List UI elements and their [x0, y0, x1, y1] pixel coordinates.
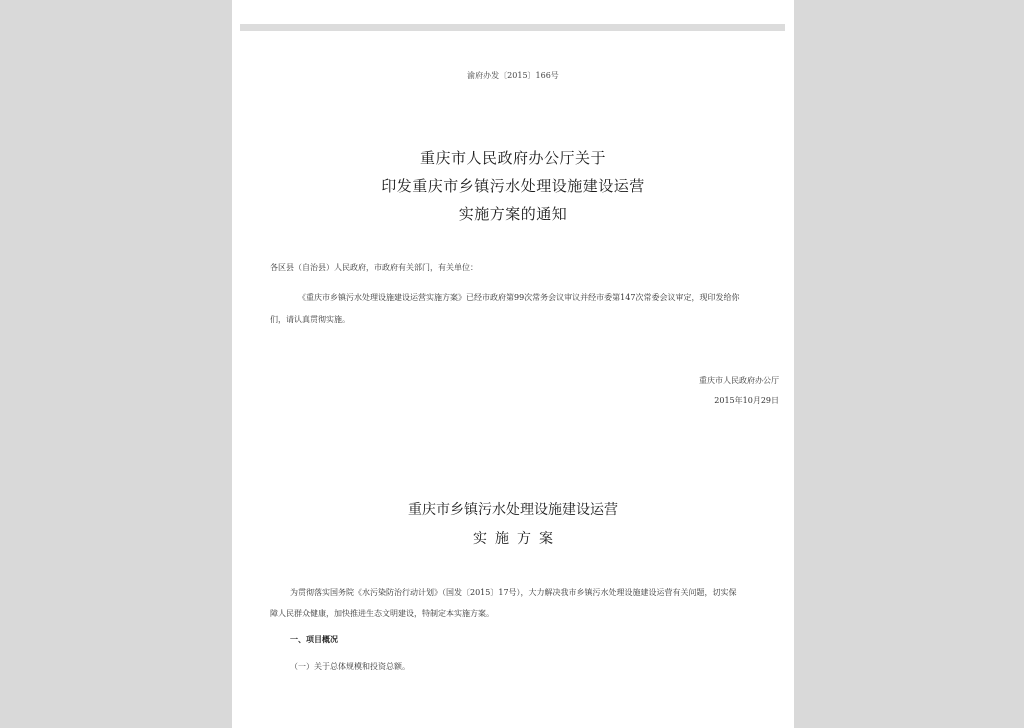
document-page	[232, 0, 794, 728]
plan-intro-line-1: 为贯彻落实国务院《水污染防治行动计划》（国发〔2015〕17号），大力解决我市乡镇污水处理设施建设运营有关问题，切实保	[290, 588, 737, 597]
plan-intro-line-2: 障人民群众健康，加快推进生态文明建设，特制定本实施方案。	[270, 609, 494, 618]
notice-body-line-2: 们，请认真贯彻实施。	[270, 315, 350, 324]
notice-title-line-2: 印发重庆市乡镇污水处理设施建设运营	[381, 177, 645, 195]
document-number: 渝府办发〔2015〕166号	[467, 71, 559, 80]
section-heading-1: 一、项目概况	[290, 634, 338, 644]
signature-organization: 重庆市人民政府办公厅	[699, 376, 779, 385]
notice-title	[232, 144, 794, 228]
plan-title-line-2: 实施方案	[473, 531, 561, 547]
signature-date: 2015年10月29日	[714, 396, 779, 405]
notice-title-line-3: 实施方案的通知	[458, 205, 568, 223]
notice-body	[270, 287, 780, 331]
subsection-heading-1: （一）关于总体规模和投资总额。	[290, 662, 410, 671]
plan-title	[232, 496, 794, 554]
plan-intro	[270, 582, 780, 624]
notice-title-line-1: 重庆市人民政府办公厅关于	[419, 149, 606, 167]
notice-body-line-1: 《重庆市乡镇污水处理设施建设运营实施方案》已经市政府第99次常务会议审议并经市委第147次常委会议审定，现印发给你	[298, 293, 740, 302]
salutation: 各区县（自治县）人民政府，市政府有关部门，有关单位：	[270, 263, 478, 272]
plan-title-line-1: 重庆市乡镇污水处理设施建设运营	[408, 502, 618, 518]
page-header-bar	[240, 24, 785, 31]
